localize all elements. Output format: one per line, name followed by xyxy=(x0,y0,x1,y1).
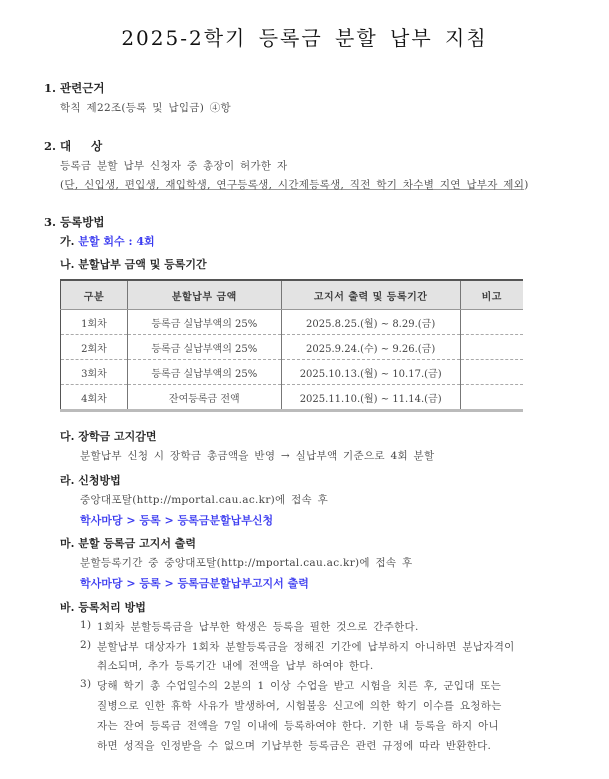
table-row xyxy=(61,360,524,385)
cell-period: 2025.10.13.(월) ~ 10.17.(금) xyxy=(281,360,460,385)
item-ba-heading: 바. 등록처리 방법 xyxy=(60,601,146,614)
col-header-amount: 분할납부 금액 xyxy=(127,280,281,310)
item-da-text: 분할납부 신청 시 장학금 총금액을 반영 → 실납부액 기준으로 4회 분할 xyxy=(80,450,435,462)
notice-print-menu-path: 학사마당 > 등록 > 등록금분할납부고지서 출력 xyxy=(80,577,309,590)
section-2-heading: 2. 대 상 xyxy=(44,139,103,153)
item-ma-heading: 마. 분할 등록금 고지서 출력 xyxy=(60,537,197,550)
cell-note xyxy=(460,360,523,385)
item-ga-prefix: 가. xyxy=(60,235,79,248)
exclusions-text: 단, 신입생, 편입생, 재입학생, 연구등록생, 시간제등록생, 직전 학기 차수별 지연 납부자 제외 xyxy=(64,179,525,191)
rule-3-line: 하면 성적을 인정받을 수 없으며 기납부한 등록금은 관련 규정에 따라 반환한다. xyxy=(97,740,492,752)
cell-note xyxy=(460,335,523,360)
table-row xyxy=(61,385,524,411)
col-header-note: 비고 xyxy=(460,280,523,310)
paren-close: ) xyxy=(524,179,529,191)
cell-amount: 등록금 실납부액의 25% xyxy=(127,310,281,335)
item-ra-text: 중앙대포탈(http://mportal.cau.ac.kr)에 접속 후 xyxy=(80,494,329,506)
section-1-heading: 1. 관련근거 xyxy=(44,81,105,95)
apply-menu-path: 학사마당 > 등록 > 등록금분할납부신청 xyxy=(80,514,274,527)
rule-1-line: 1회차 분할등록금을 납부한 학생은 등록을 필한 것으로 간주한다. xyxy=(97,621,419,633)
section-2-line1: 등록금 분할 납부 신청자 중 총장이 허가한 자 xyxy=(60,160,288,172)
table-header-row xyxy=(61,280,524,310)
item-na-heading: 나. 분할납부 금액 및 등록기간 xyxy=(60,258,207,271)
rule-3-line: 자는 잔여 등록금 전액을 7일 이내에 등록하여야 한다. 기한 내 등록을 하지 아니 xyxy=(97,720,500,732)
cell-round: 1회차 xyxy=(61,310,128,335)
paren-open: ( xyxy=(60,179,65,191)
rule-3-line: 질병으로 인한 휴학 사유가 발생하여, 시험불응 신고에 의한 학기 이수를 요청하는 xyxy=(97,700,502,712)
cell-period: 2025.9.24.(수) ~ 9.26.(금) xyxy=(281,335,460,360)
cell-amount: 등록금 실납부액의 25% xyxy=(127,335,281,360)
document-title: 2025-2학기 등록금 분할 납부 지침 xyxy=(121,26,488,50)
section-3-heading: 3. 등록방법 xyxy=(44,215,105,229)
cell-period: 2025.11.10.(월) ~ 11.14.(금) xyxy=(281,385,460,411)
item-ra-heading: 라. 신청방법 xyxy=(60,474,121,487)
cell-note xyxy=(460,310,523,335)
item-da-heading: 다. 장학금 고지감면 xyxy=(60,430,157,443)
cell-round: 3회차 xyxy=(61,360,128,385)
rule-1-number: 1) xyxy=(80,619,92,631)
item-ma-text: 분할등록기간 중 중앙대포탈(http://mportal.cau.ac.kr)에 접속 후 xyxy=(80,557,413,569)
item-ga xyxy=(60,233,155,249)
cell-amount: 잔여등록금 전액 xyxy=(127,385,281,411)
installment-count: 분할 회수 : 4회 xyxy=(78,235,155,248)
table-row xyxy=(61,335,524,360)
cell-round: 2회차 xyxy=(61,335,128,360)
rule-3-line: 당해 학기 총 수업일수의 2분의 1 이상 수업을 받고 시험을 치른 후, 군입대 또는 xyxy=(97,680,502,692)
col-header-round: 구분 xyxy=(61,280,128,310)
rule-2-line: 분할납부 대상자가 1회차 분할등록금을 정해진 기간에 납부하지 아니하면 분납자격이 xyxy=(97,641,515,653)
installment-schedule-table xyxy=(60,279,523,412)
section-1-text: 학칙 제22조(등록 및 납입금) ④항 xyxy=(60,102,231,114)
rule-3-number: 3) xyxy=(80,678,92,690)
cell-round: 4회차 xyxy=(61,385,128,411)
section-2-exclusions xyxy=(60,177,529,192)
rule-2-number: 2) xyxy=(80,639,92,651)
col-header-period: 고지서 출력 및 등록기간 xyxy=(281,280,460,310)
cell-amount: 등록금 실납부액의 25% xyxy=(127,360,281,385)
rule-2-line: 취소되며, 추가 등록기간 내에 전액을 납부 하여야 한다. xyxy=(97,660,374,672)
cell-note xyxy=(460,385,523,411)
cell-period: 2025.8.25.(월) ~ 8.29.(금) xyxy=(281,310,460,335)
table-row xyxy=(61,310,524,335)
